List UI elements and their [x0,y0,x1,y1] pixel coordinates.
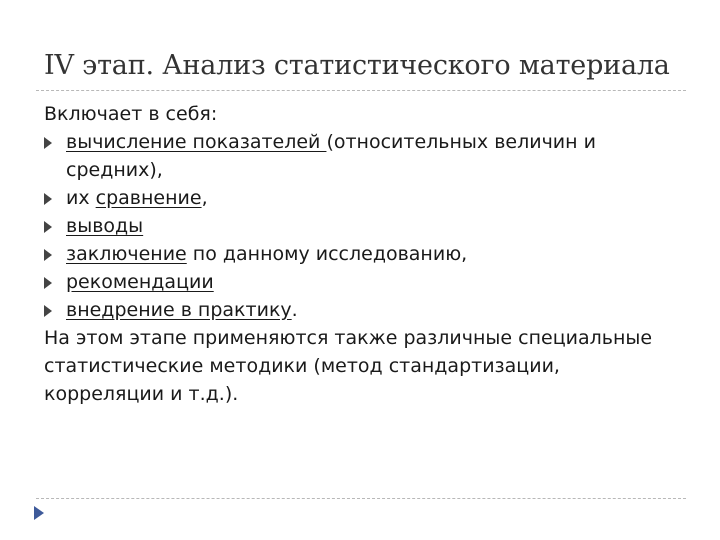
bullet-list [44,128,684,324]
play-arrow-icon[interactable] [34,506,44,520]
bullet-arrow-icon [44,221,52,233]
bullet-underlined-text: выводы [66,215,144,237]
bullet-item [44,128,684,184]
bullet-item [44,184,684,212]
bullet-underlined-text: внедрение в практику [66,299,292,321]
bullet-item [44,240,684,268]
bullet-item [44,268,684,296]
slide-content [44,100,684,408]
footer-divider [36,498,686,499]
intro-text: Включает в себя: [44,103,218,125]
bullet-text: . [291,299,298,321]
bullet-text: их [66,187,96,209]
bullet-arrow-icon [44,193,52,205]
bullet-item [44,296,684,324]
bullet-underlined-text: заключение [66,243,187,265]
bullet-underlined-text: рекомендации [66,271,214,293]
bullet-arrow-icon [44,137,52,149]
conclusion-text: На этом этапе применяются также различные специальные статистические методики (метод стандартизации, корреляции и т.д.). [44,327,653,405]
bullet-underlined-text: сравнение [95,187,202,209]
bullet-text: , [201,187,208,209]
bullet-item [44,212,684,240]
bullet-underlined-text: вычисление показателей [66,131,327,153]
bullet-text: по данному исследованию, [186,243,468,265]
bullet-arrow-icon [44,305,52,317]
bullet-arrow-icon [44,249,52,261]
bullet-arrow-icon [44,277,52,289]
slide-title: IV этап. Анализ статистического материала [44,50,670,81]
title-divider [36,90,686,91]
bullet-text: (относительных величин и средних), [66,131,596,181]
